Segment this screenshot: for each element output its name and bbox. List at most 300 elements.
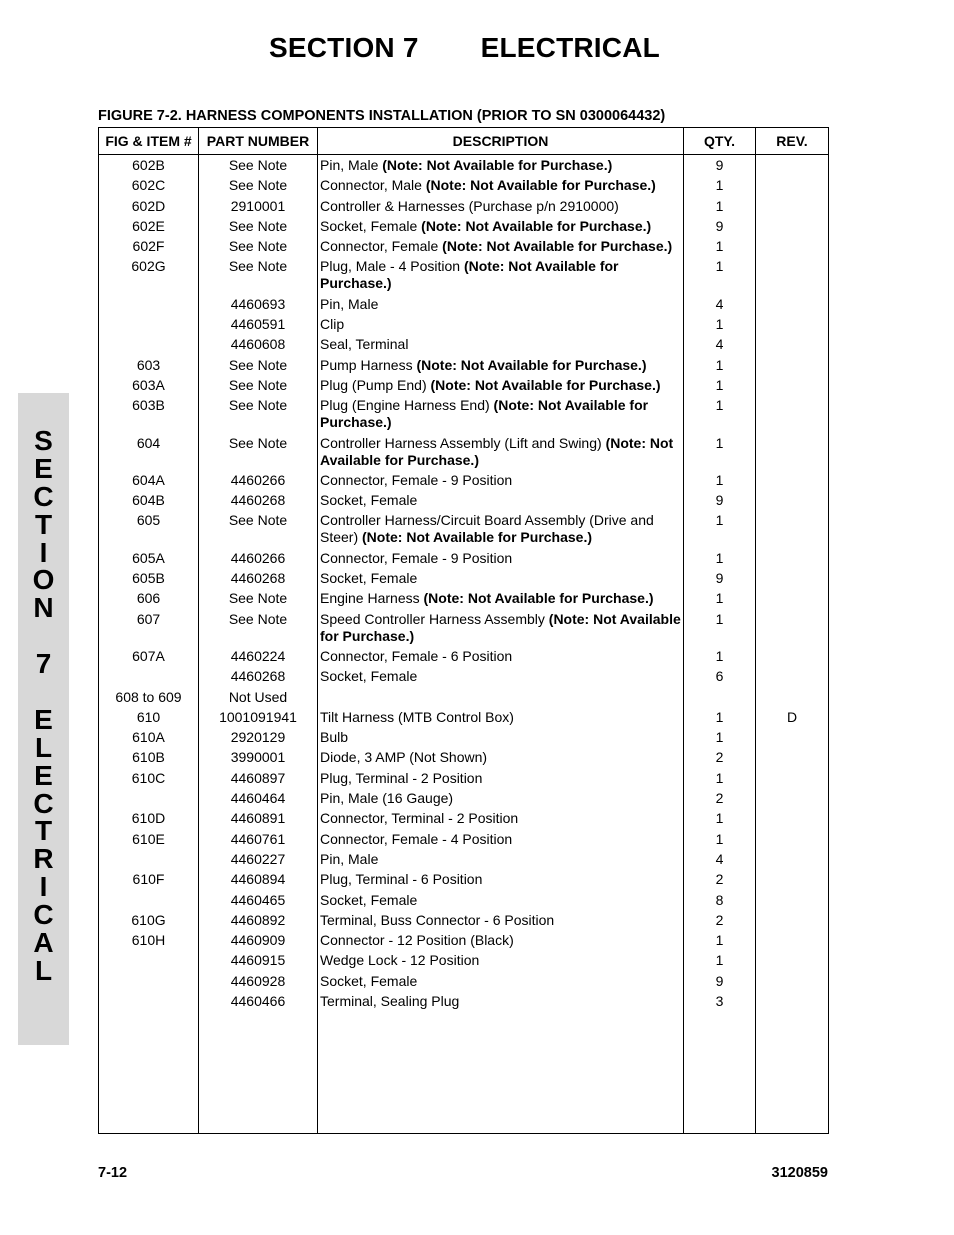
rev-cell (756, 729, 829, 749)
description-cell (318, 590, 684, 610)
part-number-cell: 4460928 (199, 973, 318, 993)
description-cell (318, 435, 684, 472)
qty-cell: 1 (684, 590, 756, 610)
part-number-cell: See Note (199, 512, 318, 549)
table-row (99, 336, 829, 356)
rev-cell (756, 357, 829, 377)
col-header-part-number: PART NUMBER (199, 128, 318, 155)
part-number-cell: 3990001 (199, 749, 318, 769)
item-number-cell (99, 316, 199, 336)
availability-note: (Note: Not Available for Purchase.) (425, 177, 656, 194)
description-cell (318, 336, 684, 356)
qty-cell: 1 (684, 932, 756, 952)
description-text: Connector, Female - 6 Position (320, 647, 513, 664)
qty-cell: 4 (684, 296, 756, 316)
description-cell (318, 357, 684, 377)
table-row (99, 155, 829, 178)
section-side-tab (18, 393, 69, 1045)
item-number-cell (99, 296, 199, 316)
description-text: Wedge Lock - 12 Position (320, 952, 480, 969)
item-number-cell: 610D (99, 810, 199, 830)
item-number-cell: 602B (99, 155, 199, 178)
table-row (99, 749, 829, 769)
side-tab-letter: C (33, 787, 54, 819)
qty-cell: 9 (684, 218, 756, 238)
part-number-cell: See Note (199, 611, 318, 648)
description-cell (318, 258, 684, 295)
qty-cell: 1 (684, 472, 756, 492)
part-number-cell: 4460608 (199, 336, 318, 356)
description-text: Connector, Female - 4 Position (320, 830, 513, 847)
qty-cell: 1 (684, 198, 756, 218)
qty-cell: 1 (684, 357, 756, 377)
rev-cell (756, 177, 829, 197)
description-text: Plug, Male - 4 Position (320, 258, 464, 275)
rev-cell (756, 218, 829, 238)
description-text: Pin, Male (320, 157, 383, 173)
description-cell (318, 709, 684, 729)
qty-cell: 9 (684, 570, 756, 590)
description-text: Socket, Female (320, 668, 418, 685)
table-row (99, 709, 829, 729)
description-text: Socket, Female (320, 492, 418, 509)
availability-note: (Note: Not Available for Purchase.) (423, 590, 654, 607)
side-tab-letter: R (33, 843, 54, 875)
qty-cell: 9 (684, 155, 756, 178)
description-text: Terminal, Sealing Plug (320, 992, 460, 1009)
part-number-cell: 4460894 (199, 871, 318, 891)
side-tab-letter (18, 622, 69, 650)
rev-cell (756, 932, 829, 952)
item-number-cell (99, 973, 199, 993)
item-number-cell: 610E (99, 831, 199, 851)
qty-cell: 1 (684, 238, 756, 258)
rev-cell (756, 590, 829, 610)
qty-cell: 1 (684, 316, 756, 336)
description-cell (318, 648, 684, 668)
qty-cell: 8 (684, 892, 756, 912)
side-tab-letter: N (33, 592, 54, 624)
description-text: Connector - 12 Position (Black) (320, 932, 514, 949)
table-row (99, 729, 829, 749)
figure-title: FIGURE 7-2. HARNESS COMPONENTS INSTALLATION (PRIOR TO SN 0300064432) (98, 108, 666, 124)
description-cell (318, 512, 684, 549)
description-cell (318, 831, 684, 851)
item-number-cell (99, 993, 199, 1013)
description-text: Pin, Male (320, 295, 379, 312)
rev-cell (756, 892, 829, 912)
part-number-cell: 2910001 (199, 198, 318, 218)
table-row (99, 377, 829, 397)
col-header-qty: QTY. (684, 128, 756, 155)
description-text: Socket, Female (320, 891, 418, 908)
description-cell (318, 218, 684, 238)
rev-cell (756, 790, 829, 810)
part-number-cell: See Note (199, 238, 318, 258)
table-row (99, 648, 829, 668)
description-text: Pump Harness (320, 356, 417, 373)
item-number-cell: 602C (99, 177, 199, 197)
item-number-cell: 610 (99, 709, 199, 729)
part-number-cell: 2920129 (199, 729, 318, 749)
qty-cell: 1 (684, 512, 756, 549)
side-tab-letter: L (34, 954, 53, 986)
empty-cell (99, 1013, 199, 1133)
qty-cell: 1 (684, 952, 756, 972)
table-row (99, 590, 829, 610)
part-number-cell: See Note (199, 357, 318, 377)
qty-cell: 1 (684, 611, 756, 648)
availability-note: (Note: Not Available for Purchase.) (320, 610, 681, 644)
item-number-cell: 610G (99, 912, 199, 932)
part-number-cell: Not Used (199, 689, 318, 709)
table-row (99, 492, 829, 512)
availability-note: (Note: Not Available for Purchase.) (320, 434, 674, 468)
item-number-cell: 610F (99, 871, 199, 891)
rev-cell (756, 810, 829, 830)
side-tab-letter: O (32, 564, 55, 596)
item-number-cell: 606 (99, 590, 199, 610)
table-row (99, 871, 829, 891)
item-number-cell: 603A (99, 377, 199, 397)
item-number-cell: 602F (99, 238, 199, 258)
col-header-rev: REV. (756, 128, 829, 155)
item-number-cell: 604B (99, 492, 199, 512)
table-row (99, 952, 829, 972)
part-number-cell: 4460465 (199, 892, 318, 912)
empty-cell (318, 1013, 684, 1133)
qty-cell: 9 (684, 973, 756, 993)
part-number-cell: See Note (199, 218, 318, 238)
qty-cell: 3 (684, 993, 756, 1013)
qty-cell: 1 (684, 435, 756, 472)
description-text: Engine Harness (320, 590, 424, 607)
table-row (99, 435, 829, 472)
part-number-cell: See Note (199, 377, 318, 397)
table-row (99, 611, 829, 648)
table-row (99, 296, 829, 316)
part-number-cell: 4460693 (199, 296, 318, 316)
part-number-cell: 4460224 (199, 648, 318, 668)
side-tab-letter: T (34, 815, 53, 847)
table-header-row (99, 128, 829, 155)
part-number-cell: 4460891 (199, 810, 318, 830)
part-number-cell: See Note (199, 177, 318, 197)
part-number-cell: 4460268 (199, 668, 318, 688)
qty-cell: 1 (684, 377, 756, 397)
description-cell (318, 892, 684, 912)
table-row (99, 689, 829, 709)
description-cell (318, 749, 684, 769)
item-number-cell: 610C (99, 770, 199, 790)
side-tab-letter: C (33, 480, 54, 512)
rev-cell (756, 316, 829, 336)
qty-cell: 1 (684, 729, 756, 749)
qty-cell: 1 (684, 648, 756, 668)
qty-cell: 1 (684, 709, 756, 729)
table-row (99, 831, 829, 851)
page-number: 7-12 (98, 1165, 128, 1181)
part-number-cell: 1001091941 (199, 709, 318, 729)
qty-cell: 2 (684, 749, 756, 769)
description-text: Bulb (320, 729, 349, 746)
part-number-cell: 4460591 (199, 316, 318, 336)
item-number-cell: 607 (99, 611, 199, 648)
description-cell (318, 492, 684, 512)
qty-cell: 1 (684, 770, 756, 790)
description-cell (318, 871, 684, 891)
rev-cell (756, 770, 829, 790)
description-text: Plug (Pump End) (320, 376, 431, 393)
side-tab-letter: E (34, 759, 53, 791)
availability-note: (Note: Not Available for Purchase.) (320, 397, 649, 431)
description-cell (318, 810, 684, 830)
item-number-cell: 610H (99, 932, 199, 952)
side-tab-letter: A (33, 927, 54, 959)
qty-cell: 2 (684, 790, 756, 810)
availability-note: (Note: Not Available for Purchase.) (430, 376, 661, 393)
side-tab-letter: E (34, 703, 53, 735)
part-number-cell: 4460266 (199, 472, 318, 492)
rev-cell (756, 377, 829, 397)
rev-cell (756, 238, 829, 258)
description-cell (318, 472, 684, 492)
rev-cell (756, 198, 829, 218)
rev-cell: D (756, 709, 829, 729)
item-number-cell (99, 668, 199, 688)
table-row (99, 198, 829, 218)
item-number-cell: 602G (99, 258, 199, 295)
qty-cell: 1 (684, 810, 756, 830)
description-cell (318, 668, 684, 688)
rev-cell (756, 831, 829, 851)
availability-note: (Note: Not Available for Purchase.) (442, 238, 673, 255)
item-number-cell: 610A (99, 729, 199, 749)
description-cell (318, 952, 684, 972)
description-text: Clip (320, 316, 345, 333)
part-number-cell: 4460268 (199, 492, 318, 512)
side-tab-letter: E (34, 452, 53, 484)
description-text: Connector, Female - 9 Position (320, 549, 513, 566)
description-text: Terminal, Buss Connector - 6 Position (320, 911, 555, 928)
col-header-item: FIG & ITEM # (99, 128, 199, 155)
rev-cell (756, 512, 829, 549)
part-number-cell: 4460466 (199, 993, 318, 1013)
rev-cell (756, 611, 829, 648)
part-number-cell: See Note (199, 258, 318, 295)
rev-cell (756, 648, 829, 668)
rev-cell (756, 749, 829, 769)
section-number: SECTION 7 (269, 32, 419, 63)
description-text: Speed Controller Harness Assembly (320, 610, 549, 627)
qty-cell: 1 (684, 550, 756, 570)
side-tab-letter: C (33, 899, 54, 931)
empty-cell (199, 1013, 318, 1133)
description-text: Tilt Harness (MTB Control Box) (320, 708, 514, 725)
rev-cell (756, 668, 829, 688)
description-cell (318, 570, 684, 590)
part-number-cell: 4460227 (199, 851, 318, 871)
item-number-cell: 604 (99, 435, 199, 472)
qty-cell (684, 689, 756, 709)
part-number-cell: See Note (199, 155, 318, 178)
rev-cell (756, 397, 829, 434)
item-number-cell: 604A (99, 472, 199, 492)
side-tab-letter: 7 (35, 648, 52, 680)
side-tab-letter: I (39, 871, 48, 903)
table-row (99, 238, 829, 258)
side-tab-letter: S (34, 425, 53, 456)
description-cell (318, 993, 684, 1013)
item-number-cell (99, 851, 199, 871)
item-number-cell: 603B (99, 397, 199, 434)
part-number-cell: See Note (199, 397, 318, 434)
qty-cell: 1 (684, 397, 756, 434)
rev-cell (756, 550, 829, 570)
availability-note: (Note: Not Available for Purchase.) (416, 356, 647, 373)
rev-cell (756, 570, 829, 590)
qty-cell: 4 (684, 336, 756, 356)
empty-cell (684, 1013, 756, 1133)
part-number-cell: 4460268 (199, 570, 318, 590)
availability-note: (Note: Not Available for Purchase.) (382, 157, 613, 173)
description-text: Controller Harness Assembly (Lift and Swing) (320, 434, 606, 451)
description-cell (318, 689, 684, 709)
side-tab-letters (18, 427, 69, 985)
description-cell (318, 932, 684, 952)
col-header-description: DESCRIPTION (318, 128, 684, 155)
table-row (99, 790, 829, 810)
description-text: Pin, Male (320, 850, 379, 867)
item-number-cell: 602D (99, 198, 199, 218)
item-number-cell: 605 (99, 512, 199, 549)
table-row (99, 993, 829, 1013)
item-number-cell (99, 790, 199, 810)
rev-cell (756, 993, 829, 1013)
item-number-cell: 608 to 609 (99, 689, 199, 709)
description-text: Controller & Harnesses (Purchase p/n 2910000) (320, 197, 619, 214)
document-number: 3120859 (771, 1165, 828, 1181)
qty-cell: 1 (684, 831, 756, 851)
description-text: Socket, Female (320, 972, 418, 989)
description-cell (318, 790, 684, 810)
part-number-cell: 4460266 (199, 550, 318, 570)
description-cell (318, 155, 684, 178)
item-number-cell: 607A (99, 648, 199, 668)
description-cell (318, 238, 684, 258)
description-cell (318, 973, 684, 993)
rev-cell (756, 336, 829, 356)
parts-table (98, 127, 829, 1134)
table-row (99, 512, 829, 549)
table-row (99, 892, 829, 912)
table-row (99, 810, 829, 830)
table-row (99, 177, 829, 197)
availability-note: (Note: Not Available for Purchase.) (362, 529, 593, 546)
part-number-cell: See Note (199, 590, 318, 610)
rev-cell (756, 492, 829, 512)
description-text: Socket, Female (320, 217, 422, 234)
rev-cell (756, 689, 829, 709)
description-text: Seal, Terminal (320, 336, 409, 353)
item-number-cell (99, 336, 199, 356)
qty-cell: 4 (684, 851, 756, 871)
table-filler-row (99, 1013, 829, 1133)
availability-note: (Note: Not Available for Purchase.) (320, 258, 619, 292)
qty-cell: 2 (684, 871, 756, 891)
section-title: ELECTRICAL (480, 32, 660, 63)
parts-table-body (99, 155, 829, 1134)
part-number-cell: 4460915 (199, 952, 318, 972)
description-cell (318, 611, 684, 648)
rev-cell (756, 296, 829, 316)
table-row (99, 668, 829, 688)
empty-cell (756, 1013, 829, 1133)
item-number-cell (99, 952, 199, 972)
qty-cell: 2 (684, 912, 756, 932)
table-row (99, 770, 829, 790)
table-row (99, 912, 829, 932)
table-row (99, 218, 829, 238)
table-row (99, 397, 829, 434)
description-cell (318, 770, 684, 790)
side-tab-letter: I (39, 536, 48, 568)
table-row (99, 472, 829, 492)
description-text: Connector, Terminal - 2 Position (320, 810, 519, 827)
section-header (269, 32, 660, 64)
rev-cell (756, 435, 829, 472)
part-number-cell: See Note (199, 435, 318, 472)
part-number-cell: 4460892 (199, 912, 318, 932)
item-number-cell: 605B (99, 570, 199, 590)
description-text: Connector, Female (320, 238, 443, 255)
item-number-cell: 602E (99, 218, 199, 238)
table-row (99, 258, 829, 295)
rev-cell (756, 871, 829, 891)
description-cell (318, 177, 684, 197)
description-cell (318, 912, 684, 932)
item-number-cell: 605A (99, 550, 199, 570)
table-row (99, 973, 829, 993)
rev-cell (756, 952, 829, 972)
description-text: Connector, Male (320, 177, 426, 194)
description-text: Controller Harness/Circuit Board Assembly (Drive and Steer) (320, 512, 654, 546)
qty-cell: 1 (684, 258, 756, 295)
description-cell (318, 377, 684, 397)
table-row (99, 851, 829, 871)
description-text: Diode, 3 AMP (Not Shown) (320, 749, 488, 766)
rev-cell (756, 472, 829, 492)
description-cell (318, 729, 684, 749)
item-number-cell: 610B (99, 749, 199, 769)
part-number-cell: 4460897 (199, 770, 318, 790)
item-number-cell: 603 (99, 357, 199, 377)
item-number-cell (99, 892, 199, 912)
part-number-cell: 4460761 (199, 831, 318, 851)
table-row (99, 357, 829, 377)
qty-cell: 6 (684, 668, 756, 688)
availability-note: (Note: Not Available for Purchase.) (421, 217, 652, 234)
table-row (99, 570, 829, 590)
rev-cell (756, 258, 829, 295)
qty-cell: 9 (684, 492, 756, 512)
description-cell (318, 198, 684, 218)
description-cell (318, 851, 684, 871)
description-text: Pin, Male (16 Gauge) (320, 790, 454, 807)
rev-cell (756, 155, 829, 178)
description-cell (318, 550, 684, 570)
part-number-cell: 4460909 (199, 932, 318, 952)
